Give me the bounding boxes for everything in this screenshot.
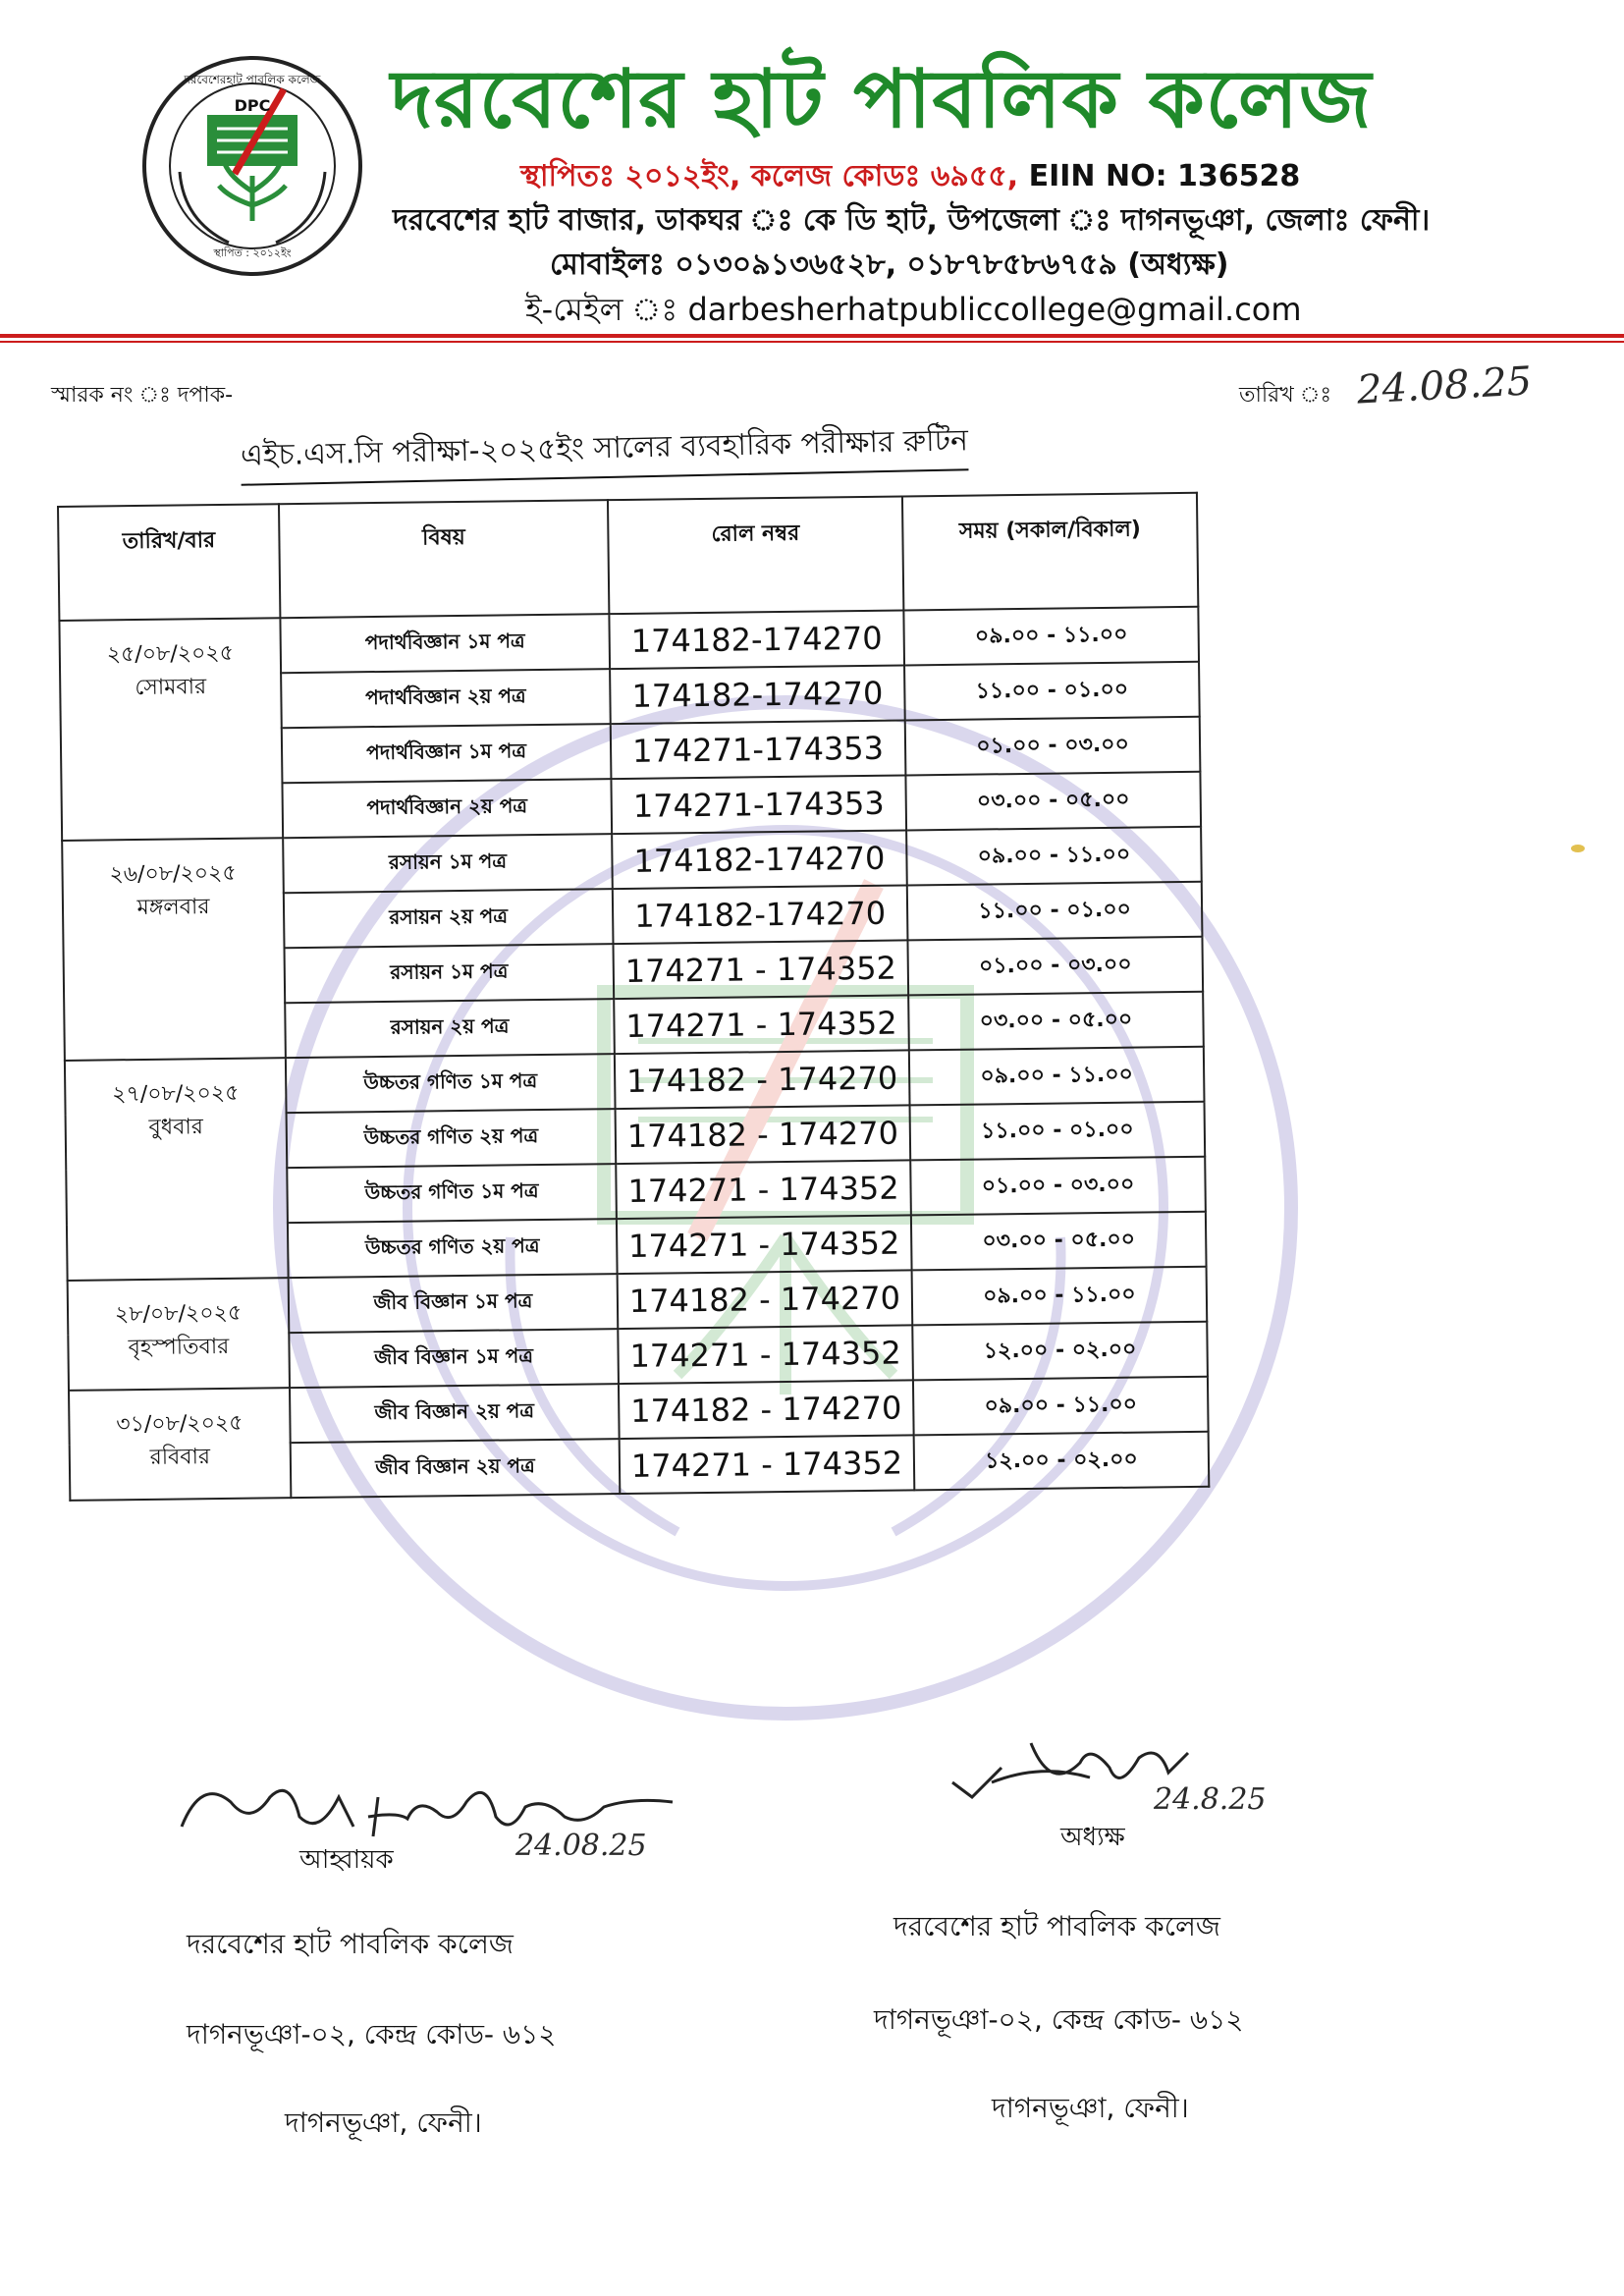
time-cell: ১১.০০ - ০১.০০	[907, 882, 1203, 941]
routine-table	[57, 492, 1210, 1502]
subject-cell: জীব বিজ্ঞান ২য় পত্র	[290, 1384, 620, 1443]
exam-day: সোমবার	[135, 675, 207, 701]
subject-cell: জীব বিজ্ঞান ১ম পত্র	[289, 1329, 619, 1388]
subject-cell: জীব বিজ্ঞান ২য় পত্র	[291, 1439, 621, 1498]
date-cell	[59, 618, 283, 841]
exam-date: ২৭/০৮/২০২৫	[112, 1080, 240, 1108]
exam-day: মঙ্গলবার	[136, 895, 210, 921]
footer-left-line-1: দরবেশের হাট পাবলিক কলেজ	[187, 1928, 514, 1960]
roll-range-cell: 174271 - 174352	[618, 1325, 913, 1384]
time-cell: ০১.০০ - ০৩.০০	[910, 1157, 1206, 1216]
date-cell	[65, 1058, 289, 1281]
footer-right-line-2: দাগনভূঞা-০২, কেন্দ্র কোড- ৬১২	[874, 2003, 1244, 2036]
roll-range-cell: 174271-174353	[611, 720, 906, 779]
roll-range-cell: 174182 - 174270	[618, 1270, 913, 1329]
time-cell: ০৯.০০ - ১১.০০	[909, 1047, 1205, 1106]
table-body	[59, 607, 1209, 1501]
header-divider	[0, 334, 1624, 338]
paper-speck	[1571, 845, 1585, 852]
college-address: দরবেশের হাট বাজার, ডাকঘর ঃ কে ডি হাট, উপজেলা ঃ দাগনভূঞা, জেলাঃ ফেনী।	[393, 203, 1431, 238]
time-cell: ১২.০০ - ০২.০০	[912, 1322, 1208, 1381]
principal-date: 24.8.25	[1154, 1782, 1267, 1817]
exam-date: ২৬/০৮/২০২৫	[109, 860, 237, 888]
exam-date: ৩১/০৮/২০২৫	[116, 1410, 244, 1438]
roll-range-cell: 174271 - 174352	[613, 940, 908, 999]
roll-range-cell: 174182 - 174270	[616, 1105, 911, 1164]
time-cell: ১২.০০ - ০২.০০	[914, 1432, 1210, 1491]
time-cell: ০৩.০০ - ০৫.০০	[908, 992, 1204, 1051]
exam-day: বুধবার	[148, 1115, 204, 1140]
header-divider-thin	[0, 341, 1624, 343]
time-cell: ১১.০০ - ০১.০০	[904, 662, 1200, 721]
roll-range-cell: 174182 - 174270	[619, 1380, 914, 1439]
time-cell: ০৯.০০ - ১১.০০	[913, 1377, 1209, 1436]
college-logo	[140, 54, 364, 278]
roll-range-cell: 174182-174270	[612, 830, 907, 889]
roll-range-cell: 174182-174270	[613, 885, 908, 944]
date-cell	[62, 838, 286, 1061]
roll-range-cell: 174271-174353	[611, 775, 906, 834]
principal-title: অধ্যক্ষ	[1060, 1823, 1125, 1852]
time-cell: ০৯.০০ - ১১.০০	[906, 827, 1202, 886]
header-time: সময় (সকাল/বিকাল)	[902, 493, 1198, 611]
logo-ring-text: দরবেশেরহাট পাবলিক কলেজ	[184, 73, 321, 86]
time-cell: ০১.০০ - ০৩.০০	[907, 937, 1203, 996]
time-cell: ০৯.০০ - ১১.০০	[912, 1267, 1208, 1326]
subject-cell: পদার্থবিজ্ঞান ২য় পত্র	[281, 669, 611, 728]
footer-left-line-3: দাগনভূঞা, ফেনী।	[285, 2106, 482, 2139]
convener-title: আহ্বায়ক	[299, 1845, 394, 1875]
subject-cell: উচ্চতর গণিত ১ম পত্র	[286, 1054, 616, 1113]
header-subject: বিষয়	[279, 500, 609, 618]
subject-cell: পদার্থবিজ্ঞান ২য় পত্র	[282, 779, 612, 838]
logo-bottom-text: স্থাপিত : ২০১২ইং	[213, 246, 292, 259]
logo-center-text: DPC	[234, 96, 271, 115]
subject-cell: জীব বিজ্ঞান ১ম পত্র	[289, 1274, 619, 1333]
established-code: স্থাপিতঃ ২০১২ইং, কলেজ কোডঃ ৬৯৫৫,	[520, 159, 1029, 193]
footer-left-line-2: দাগনভূঞা-০২, কেন্দ্র কোড- ৬১২	[187, 2018, 557, 2050]
convener-date: 24.08.25	[515, 1829, 647, 1863]
exam-day: রবিবার	[149, 1445, 211, 1470]
header-date: তারিখ/বার	[58, 504, 280, 621]
established-line	[520, 152, 1300, 202]
roll-range-cell: 174182-174270	[609, 610, 904, 669]
subject-cell: রসায়ন ২য় পত্র	[284, 889, 614, 948]
subject-cell: উচ্চতর গণিত ২য় পত্র	[287, 1109, 617, 1168]
roll-range-cell: 174271 - 174352	[620, 1435, 915, 1494]
table-header-row	[58, 493, 1198, 621]
eiin-number: EIIN NO: 136528	[1028, 159, 1301, 193]
subject-cell: রসায়ন ১ম পত্র	[283, 834, 613, 893]
college-phone: মোবাইলঃ ০১৩০৯১৩৬৫২৮, ০১৮৭৮৫৮৬৭৫৯ (অধ্যক্ষ)	[550, 247, 1229, 282]
roll-range-cell: 174182-174270	[610, 665, 905, 724]
time-cell: ০৯.০০ - ১১.০০	[903, 607, 1199, 666]
exam-date: ২৫/০৮/২০২৫	[106, 640, 235, 668]
date-cell	[69, 1388, 291, 1501]
footer-right-line-1: দরবেশের হাট পাবলিক কলেজ	[893, 1910, 1220, 1942]
exam-date: ২৮/০৮/২০২৫	[114, 1300, 243, 1328]
time-cell: ০১.০০ - ০৩.০০	[905, 717, 1201, 776]
time-cell: ০৩.০০ - ০৫.০০	[905, 772, 1201, 831]
memo-number: স্মারক নং ঃ দপাক-	[51, 383, 234, 408]
subject-cell: পদার্থবিজ্ঞান ১ম পত্র	[282, 724, 612, 783]
subject-cell: পদার্থবিজ্ঞান ১ম পত্র	[280, 614, 610, 673]
subject-cell: রসায়ন ১ম পত্র	[285, 944, 615, 1003]
date-label: তারিখ ঃ	[1239, 383, 1332, 408]
college-email: ই-মেইল ঃ darbesherhatpubliccollege@gmail.com	[525, 291, 1302, 328]
handwritten-date: 24.08.25	[1355, 358, 1534, 413]
subject-cell: উচ্চতর গণিত ১ম পত্র	[287, 1164, 617, 1223]
subject-cell: রসায়ন ২য় পত্র	[285, 999, 615, 1058]
roll-range-cell: 174271 - 174352	[614, 995, 909, 1054]
time-cell: ১১.০০ - ০১.০০	[910, 1102, 1206, 1161]
roll-range-cell: 174271 - 174352	[617, 1215, 912, 1274]
roll-range-cell: 174271 - 174352	[616, 1160, 911, 1219]
routine-table-wrapper	[57, 492, 1208, 1502]
routine-heading: এইচ.এস.সি পরীক্ষা-২০২৫ইং সালের ব্যবহারিক পরীক্ষার রুটিন	[241, 416, 969, 486]
college-name: দরবেশের হাট পাবলিক কলেজ	[391, 53, 1373, 146]
date-cell	[68, 1278, 290, 1391]
exam-day: বৃহস্পতিবার	[128, 1334, 230, 1361]
footer-right-line-3: দাগনভূঞা, ফেনী।	[992, 2092, 1189, 2124]
roll-range-cell: 174182 - 174270	[615, 1050, 910, 1109]
header-roll: রোল নম্বর	[608, 496, 903, 614]
subject-cell: উচ্চতর গণিত ২য় পত্র	[288, 1219, 618, 1278]
time-cell: ০৩.০০ - ০৫.০০	[911, 1212, 1207, 1271]
